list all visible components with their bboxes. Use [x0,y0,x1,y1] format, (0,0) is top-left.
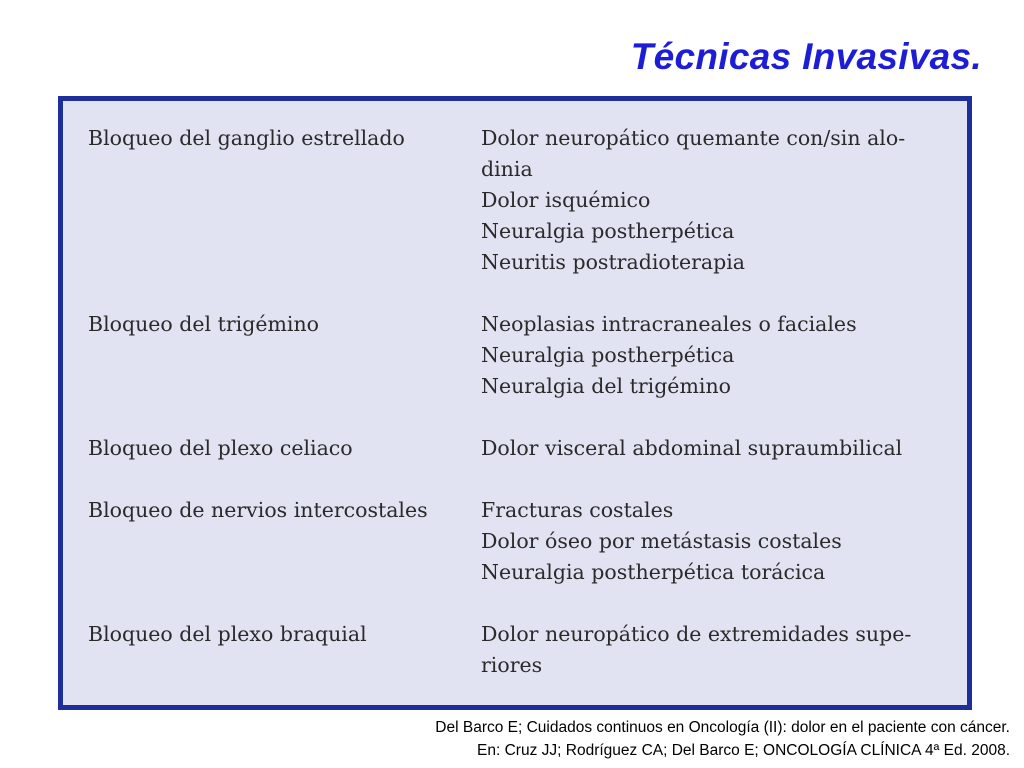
indication-item: Neoplasias intracraneales o faciales [481,312,857,336]
indications-list [481,495,947,588]
indications-list [481,123,947,278]
indications-list [481,619,947,681]
indication-item: Neuritis postradioterapia [481,250,746,274]
technique-name: Bloqueo de nervios intercostales [88,498,428,522]
table-row [88,123,947,278]
indication-item: Neuralgia postherpética [481,219,735,243]
indications-list [481,433,947,464]
citation [435,716,1010,762]
table-row [88,619,947,681]
indication-item: Neuralgia del trigémino [481,374,731,398]
indication-item: Neuralgia postherpética torácica [481,560,826,584]
techniques-table [58,96,972,710]
indications-list [481,309,947,402]
indication-item: dinia [481,157,533,181]
indication-item: riores [481,653,543,677]
table-row [88,309,947,402]
indication-item: Neuralgia postherpética [481,343,735,367]
technique-name: Bloqueo del plexo celiaco [88,436,353,460]
technique-name: Bloqueo del plexo braquial [88,622,367,646]
indication-item: Dolor visceral abdominal supraumbilical [481,436,903,460]
citation-line: Del Barco E; Cuidados continuos en Oncología (II): dolor en el paciente con cáncer. [435,719,1010,736]
citation-line: En: Cruz JJ; Rodríguez CA; Del Barco E; ONCOLOGÍA CLÍNICA 4ª Ed. 2008. [477,742,1010,759]
indication-item: Dolor isquémico [481,188,651,212]
slide-title: Técnicas Invasivas. [630,36,982,77]
indication-item: Dolor neuropático de extremidades supe- [481,622,912,646]
technique-name: Bloqueo del trigémino [88,312,319,336]
indication-item: Fracturas costales [481,498,674,522]
table-row [88,433,947,464]
indication-item: Dolor neuropático quemante con/sin alo- [481,126,906,150]
technique-name: Bloqueo del ganglio estrellado [88,126,405,150]
table-row [88,495,947,588]
indication-item: Dolor óseo por metástasis costales [481,529,842,553]
